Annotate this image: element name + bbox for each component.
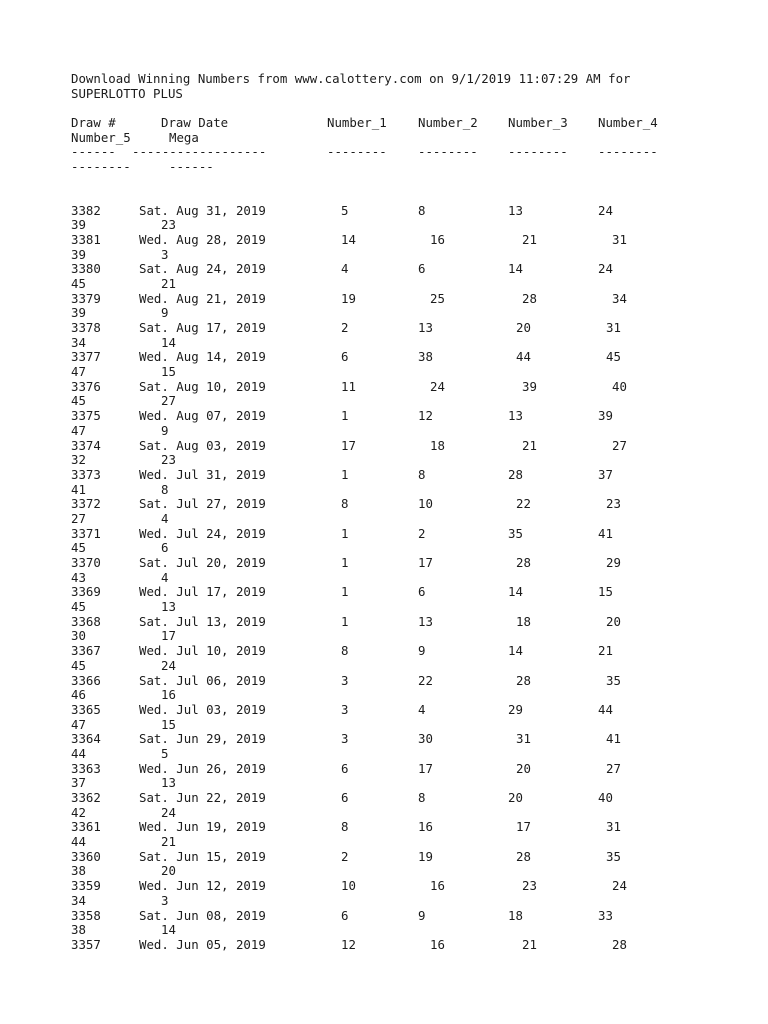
number-3-cell: 18 (508, 907, 523, 923)
table-row (71, 380, 751, 395)
draw-date-cell: Wed. Aug 07, 2019 (139, 408, 266, 424)
draw-number-cell: 3358 (71, 907, 101, 923)
draw-number-cell: 3357 (71, 936, 101, 952)
number-3-cell: 44 (516, 349, 531, 365)
draw-number-cell: 3364 (71, 731, 101, 747)
mega-number-cell: 13 (161, 599, 176, 615)
draw-number-cell: 3361 (71, 819, 101, 835)
draw-number-cell: 3373 (71, 466, 101, 482)
number-4-cell: 20 (606, 613, 621, 629)
number-1-cell: 1 (341, 555, 349, 570)
table-row-wrap (71, 776, 751, 791)
table-row-wrap (71, 248, 751, 263)
number-4-cell: 35 (606, 672, 621, 688)
number-5-cell: 34 (71, 892, 86, 908)
number-4-cell: 31 (606, 819, 621, 835)
draw-date-cell: Sat. Aug 24, 2019 (139, 261, 266, 277)
number-5-cell: 47 (71, 716, 86, 732)
number-3-cell: 28 (516, 672, 531, 688)
table-row (71, 321, 751, 336)
number-4-cell: 29 (606, 555, 621, 570)
number-1-cell: 6 (341, 907, 349, 923)
number-1-cell: 6 (341, 790, 349, 805)
table-row-wrap (71, 923, 751, 938)
draw-date-cell: Sat. Aug 10, 2019 (139, 378, 266, 394)
number-2-cell: 6 (418, 584, 426, 600)
table-row-wrap (71, 659, 751, 674)
table-row (71, 439, 751, 454)
mega-number-cell: 4 (161, 569, 169, 585)
draw-number-cell: 3368 (71, 613, 101, 629)
number-1-cell: 1 (341, 408, 349, 424)
table-row (71, 879, 751, 894)
mega-number-cell: 8 (161, 481, 169, 497)
draw-number-cell: 3369 (71, 584, 101, 600)
number-5-cell: 39 (71, 217, 86, 233)
table-row-wrap (71, 541, 751, 556)
table-row-wrap (71, 600, 751, 615)
number-3-cell: 13 (508, 202, 523, 218)
col-header-number-2: Number_2 (418, 115, 478, 131)
number-5-cell: 39 (71, 246, 86, 262)
number-3-cell: 39 (522, 378, 537, 394)
number-2-cell: 24 (430, 378, 445, 394)
table-row (71, 204, 751, 219)
separator-number-5: -------- (71, 159, 131, 175)
number-2-cell: 17 (418, 760, 433, 776)
draw-date-cell: Wed. Jun 19, 2019 (139, 819, 266, 835)
number-2-cell: 16 (430, 231, 445, 247)
number-5-cell: 45 (71, 599, 86, 615)
mega-number-cell: 14 (161, 334, 176, 350)
table-row (71, 497, 751, 512)
number-1-cell: 3 (341, 701, 349, 717)
table-row-wrap (71, 835, 751, 850)
mega-number-cell: 15 (161, 716, 176, 732)
mega-number-cell: 24 (161, 804, 176, 820)
number-3-cell: 20 (516, 760, 531, 776)
mega-number-cell: 13 (161, 775, 176, 791)
mega-number-cell: 20 (161, 863, 176, 879)
draw-date-cell: Wed. Aug 28, 2019 (139, 231, 266, 247)
draw-date-cell: Sat. Jul 06, 2019 (139, 672, 266, 688)
number-3-cell: 28 (516, 555, 531, 570)
draw-number-cell: 3379 (71, 290, 101, 306)
number-5-cell: 38 (71, 922, 86, 938)
number-2-cell: 8 (418, 202, 426, 218)
number-4-cell: 28 (612, 936, 627, 952)
draw-date-cell: Sat. Jul 13, 2019 (139, 613, 266, 629)
table-row-wrap (71, 864, 751, 879)
number-3-cell: 20 (516, 320, 531, 335)
draw-date-cell: Sat. Jun 08, 2019 (139, 907, 266, 923)
draw-date-cell: Wed. Jun 12, 2019 (139, 878, 266, 894)
number-1-cell: 11 (341, 378, 356, 394)
draw-date-cell: Wed. Aug 14, 2019 (139, 349, 266, 365)
draw-number-cell: 3374 (71, 437, 101, 453)
number-1-cell: 6 (341, 760, 349, 776)
draw-number-cell: 3362 (71, 790, 101, 805)
number-2-cell: 13 (418, 320, 433, 335)
draw-number-cell: 3366 (71, 672, 101, 688)
number-4-cell: 21 (598, 643, 613, 659)
number-3-cell: 31 (516, 731, 531, 747)
separator-number-3: -------- (508, 144, 568, 160)
draw-date-cell: Wed. Jul 31, 2019 (139, 466, 266, 482)
draw-number-cell: 3372 (71, 496, 101, 512)
number-3-cell: 21 (522, 231, 537, 247)
number-1-cell: 19 (341, 290, 356, 306)
draw-number-cell: 3378 (71, 320, 101, 335)
mega-number-cell: 21 (161, 275, 176, 291)
number-3-cell: 18 (516, 613, 531, 629)
separator-row-wrap (71, 160, 751, 175)
number-3-cell: 13 (508, 408, 523, 424)
number-3-cell: 29 (508, 701, 523, 717)
mega-number-cell: 15 (161, 364, 176, 380)
number-5-cell: 41 (71, 481, 86, 497)
number-3-cell: 22 (516, 496, 531, 512)
number-4-cell: 31 (606, 320, 621, 335)
column-header-row (71, 116, 751, 131)
number-4-cell: 33 (598, 907, 613, 923)
table-row (71, 262, 751, 277)
table-row-wrap (71, 688, 751, 703)
draw-number-cell: 3376 (71, 378, 101, 394)
number-5-cell: 45 (71, 540, 86, 556)
draw-date-cell: Sat. Jul 20, 2019 (139, 555, 266, 570)
number-5-cell: 45 (71, 275, 86, 291)
number-5-cell: 47 (71, 364, 86, 380)
draw-number-cell: 3381 (71, 231, 101, 247)
number-5-cell: 30 (71, 628, 86, 644)
col-header-number-5: Number_5 (71, 129, 131, 145)
draw-number-cell: 3363 (71, 760, 101, 776)
table-row-wrap (71, 365, 751, 380)
table-row (71, 820, 751, 835)
mega-number-cell: 23 (161, 452, 176, 468)
table-row (71, 732, 751, 747)
number-2-cell: 18 (430, 437, 445, 453)
number-1-cell: 1 (341, 466, 349, 482)
table-row (71, 292, 751, 307)
number-2-cell: 19 (418, 848, 433, 864)
number-2-cell: 12 (418, 408, 433, 424)
separator-number-2: -------- (418, 144, 478, 160)
number-1-cell: 1 (341, 525, 349, 541)
number-5-cell: 44 (71, 745, 86, 761)
col-header-number-1: Number_1 (327, 115, 387, 131)
number-3-cell: 28 (508, 466, 523, 482)
separator-row (71, 145, 751, 160)
number-2-cell: 16 (418, 819, 433, 835)
table-row-wrap (71, 277, 751, 292)
draw-date-cell: Wed. Jul 24, 2019 (139, 525, 266, 541)
table-row-wrap (71, 424, 751, 439)
draw-number-cell: 3380 (71, 261, 101, 277)
mega-number-cell: 9 (161, 422, 169, 438)
table-row (71, 791, 751, 806)
number-4-cell: 40 (598, 790, 613, 805)
number-5-cell: 42 (71, 804, 86, 820)
table-row-wrap (71, 718, 751, 733)
draw-date-cell: Wed. Jul 03, 2019 (139, 701, 266, 717)
draw-number-cell: 3377 (71, 349, 101, 365)
number-2-cell: 6 (418, 261, 426, 277)
number-4-cell: 44 (598, 701, 613, 717)
separator-mega: ------ (169, 159, 214, 175)
number-5-cell: 46 (71, 687, 86, 703)
col-header-draw: Draw # (71, 115, 116, 131)
number-4-cell: 40 (612, 378, 627, 394)
table-row (71, 938, 751, 953)
draw-date-cell: Wed. Jun 05, 2019 (139, 936, 266, 952)
number-5-cell: 47 (71, 422, 86, 438)
number-1-cell: 1 (341, 613, 349, 629)
number-2-cell: 8 (418, 466, 426, 482)
number-2-cell: 38 (418, 349, 433, 365)
number-4-cell: 27 (606, 760, 621, 776)
mega-number-cell: 23 (161, 217, 176, 233)
separator-date: ------------------ (132, 144, 267, 160)
number-3-cell: 14 (508, 261, 523, 277)
table-row-wrap (71, 453, 751, 468)
number-1-cell: 2 (341, 848, 349, 864)
table-row (71, 850, 751, 865)
draw-date-cell: Sat. Aug 31, 2019 (139, 202, 266, 218)
header-line-2: SUPERLOTTO PLUS (71, 85, 183, 101)
mega-number-cell: 5 (161, 745, 169, 761)
number-1-cell: 6 (341, 349, 349, 365)
separator-number-1: -------- (327, 144, 387, 160)
table-row-wrap (71, 629, 751, 644)
number-3-cell: 14 (508, 584, 523, 600)
draw-number-cell: 3371 (71, 525, 101, 541)
number-3-cell: 28 (516, 848, 531, 864)
table-row-wrap (71, 894, 751, 909)
number-2-cell: 9 (418, 643, 426, 659)
number-2-cell: 13 (418, 613, 433, 629)
number-4-cell: 34 (612, 290, 627, 306)
number-1-cell: 8 (341, 819, 349, 835)
table-row (71, 674, 751, 689)
table-row (71, 350, 751, 365)
number-2-cell: 2 (418, 525, 426, 541)
results-table-body (71, 204, 751, 953)
table-row (71, 527, 751, 542)
table-row-wrap (71, 483, 751, 498)
number-2-cell: 22 (418, 672, 433, 688)
number-5-cell: 39 (71, 305, 86, 321)
table-row (71, 233, 751, 248)
number-3-cell: 21 (522, 437, 537, 453)
number-4-cell: 23 (606, 496, 621, 512)
table-row-wrap (71, 806, 751, 821)
table-row (71, 615, 751, 630)
draw-number-cell: 3382 (71, 202, 101, 218)
draw-number-cell: 3370 (71, 555, 101, 570)
table-row (71, 703, 751, 718)
mega-number-cell: 9 (161, 305, 169, 321)
draw-date-cell: Wed. Jul 10, 2019 (139, 643, 266, 659)
number-1-cell: 12 (341, 936, 356, 952)
table-row (71, 909, 751, 924)
table-row-wrap (71, 394, 751, 409)
table-row (71, 468, 751, 483)
number-4-cell: 24 (598, 261, 613, 277)
number-5-cell: 45 (71, 393, 86, 409)
separator-number-4: -------- (598, 144, 658, 160)
number-2-cell: 25 (430, 290, 445, 306)
col-header-number-3: Number_3 (508, 115, 568, 131)
draw-number-cell: 3359 (71, 878, 101, 894)
table-row-wrap (71, 747, 751, 762)
number-3-cell: 21 (522, 936, 537, 952)
number-2-cell: 8 (418, 790, 426, 805)
table-row (71, 585, 751, 600)
number-4-cell: 41 (606, 731, 621, 747)
table-row-wrap (71, 571, 751, 586)
number-5-cell: 44 (71, 834, 86, 850)
number-5-cell: 43 (71, 569, 86, 585)
header-line-1: Download Winning Numbers from www.calottery.com on 9/1/2019 11:07:29 AM for (71, 71, 631, 86)
number-4-cell: 39 (598, 408, 613, 424)
number-2-cell: 4 (418, 701, 426, 717)
number-3-cell: 35 (508, 525, 523, 541)
mega-number-cell: 24 (161, 657, 176, 673)
number-4-cell: 35 (606, 848, 621, 864)
table-row-wrap (71, 512, 751, 527)
number-3-cell: 20 (508, 790, 523, 805)
number-4-cell: 15 (598, 584, 613, 600)
lottery-results-document (71, 72, 751, 953)
number-1-cell: 8 (341, 643, 349, 659)
number-2-cell: 16 (430, 878, 445, 894)
mega-number-cell: 14 (161, 922, 176, 938)
table-row (71, 762, 751, 777)
number-1-cell: 17 (341, 437, 356, 453)
table-row-wrap (71, 218, 751, 233)
number-2-cell: 10 (418, 496, 433, 512)
number-4-cell: 45 (606, 349, 621, 365)
draw-date-cell: Sat. Aug 17, 2019 (139, 320, 266, 335)
number-1-cell: 3 (341, 731, 349, 747)
draw-number-cell: 3365 (71, 701, 101, 717)
separator-draw: ------ (71, 144, 116, 160)
table-row-wrap (71, 336, 751, 351)
number-4-cell: 31 (612, 231, 627, 247)
column-header-row-wrap (71, 131, 751, 146)
number-2-cell: 9 (418, 907, 426, 923)
table-row (71, 409, 751, 424)
draw-date-cell: Sat. Aug 03, 2019 (139, 437, 266, 453)
draw-date-cell: Wed. Jul 17, 2019 (139, 584, 266, 600)
table-row (71, 644, 751, 659)
number-5-cell: 32 (71, 452, 86, 468)
number-4-cell: 24 (612, 878, 627, 894)
col-header-number-4: Number_4 (598, 115, 658, 131)
number-3-cell: 23 (522, 878, 537, 894)
mega-number-cell: 4 (161, 510, 169, 526)
number-1-cell: 3 (341, 672, 349, 688)
number-2-cell: 17 (418, 555, 433, 570)
number-5-cell: 37 (71, 775, 86, 791)
number-4-cell: 24 (598, 202, 613, 218)
draw-date-cell: Sat. Jun 15, 2019 (139, 848, 266, 864)
number-2-cell: 16 (430, 936, 445, 952)
number-5-cell: 27 (71, 510, 86, 526)
col-header-date: Draw Date (161, 115, 229, 131)
draw-date-cell: Wed. Aug 21, 2019 (139, 290, 266, 306)
draw-date-cell: Sat. Jun 22, 2019 (139, 790, 266, 805)
number-5-cell: 38 (71, 863, 86, 879)
draw-number-cell: 3375 (71, 408, 101, 424)
number-1-cell: 5 (341, 202, 349, 218)
number-5-cell: 45 (71, 657, 86, 673)
mega-number-cell: 3 (161, 892, 169, 908)
draw-number-cell: 3367 (71, 643, 101, 659)
number-3-cell: 14 (508, 643, 523, 659)
number-4-cell: 41 (598, 525, 613, 541)
number-5-cell: 34 (71, 334, 86, 350)
number-2-cell: 30 (418, 731, 433, 747)
draw-date-cell: Wed. Jun 26, 2019 (139, 760, 266, 776)
number-1-cell: 2 (341, 320, 349, 335)
mega-number-cell: 17 (161, 628, 176, 644)
mega-number-cell: 21 (161, 834, 176, 850)
number-1-cell: 1 (341, 584, 349, 600)
table-row (71, 556, 751, 571)
number-4-cell: 37 (598, 466, 613, 482)
mega-number-cell: 6 (161, 540, 169, 556)
draw-number-cell: 3360 (71, 848, 101, 864)
table-row-wrap (71, 306, 751, 321)
number-1-cell: 14 (341, 231, 356, 247)
col-header-mega: Mega (169, 129, 199, 145)
number-1-cell: 8 (341, 496, 349, 512)
mega-number-cell: 16 (161, 687, 176, 703)
draw-date-cell: Sat. Jul 27, 2019 (139, 496, 266, 512)
number-3-cell: 17 (516, 819, 531, 835)
draw-date-cell: Sat. Jun 29, 2019 (139, 731, 266, 747)
mega-number-cell: 27 (161, 393, 176, 409)
number-1-cell: 4 (341, 261, 349, 277)
number-3-cell: 28 (522, 290, 537, 306)
number-4-cell: 27 (612, 437, 627, 453)
number-1-cell: 10 (341, 878, 356, 894)
mega-number-cell: 3 (161, 246, 169, 262)
